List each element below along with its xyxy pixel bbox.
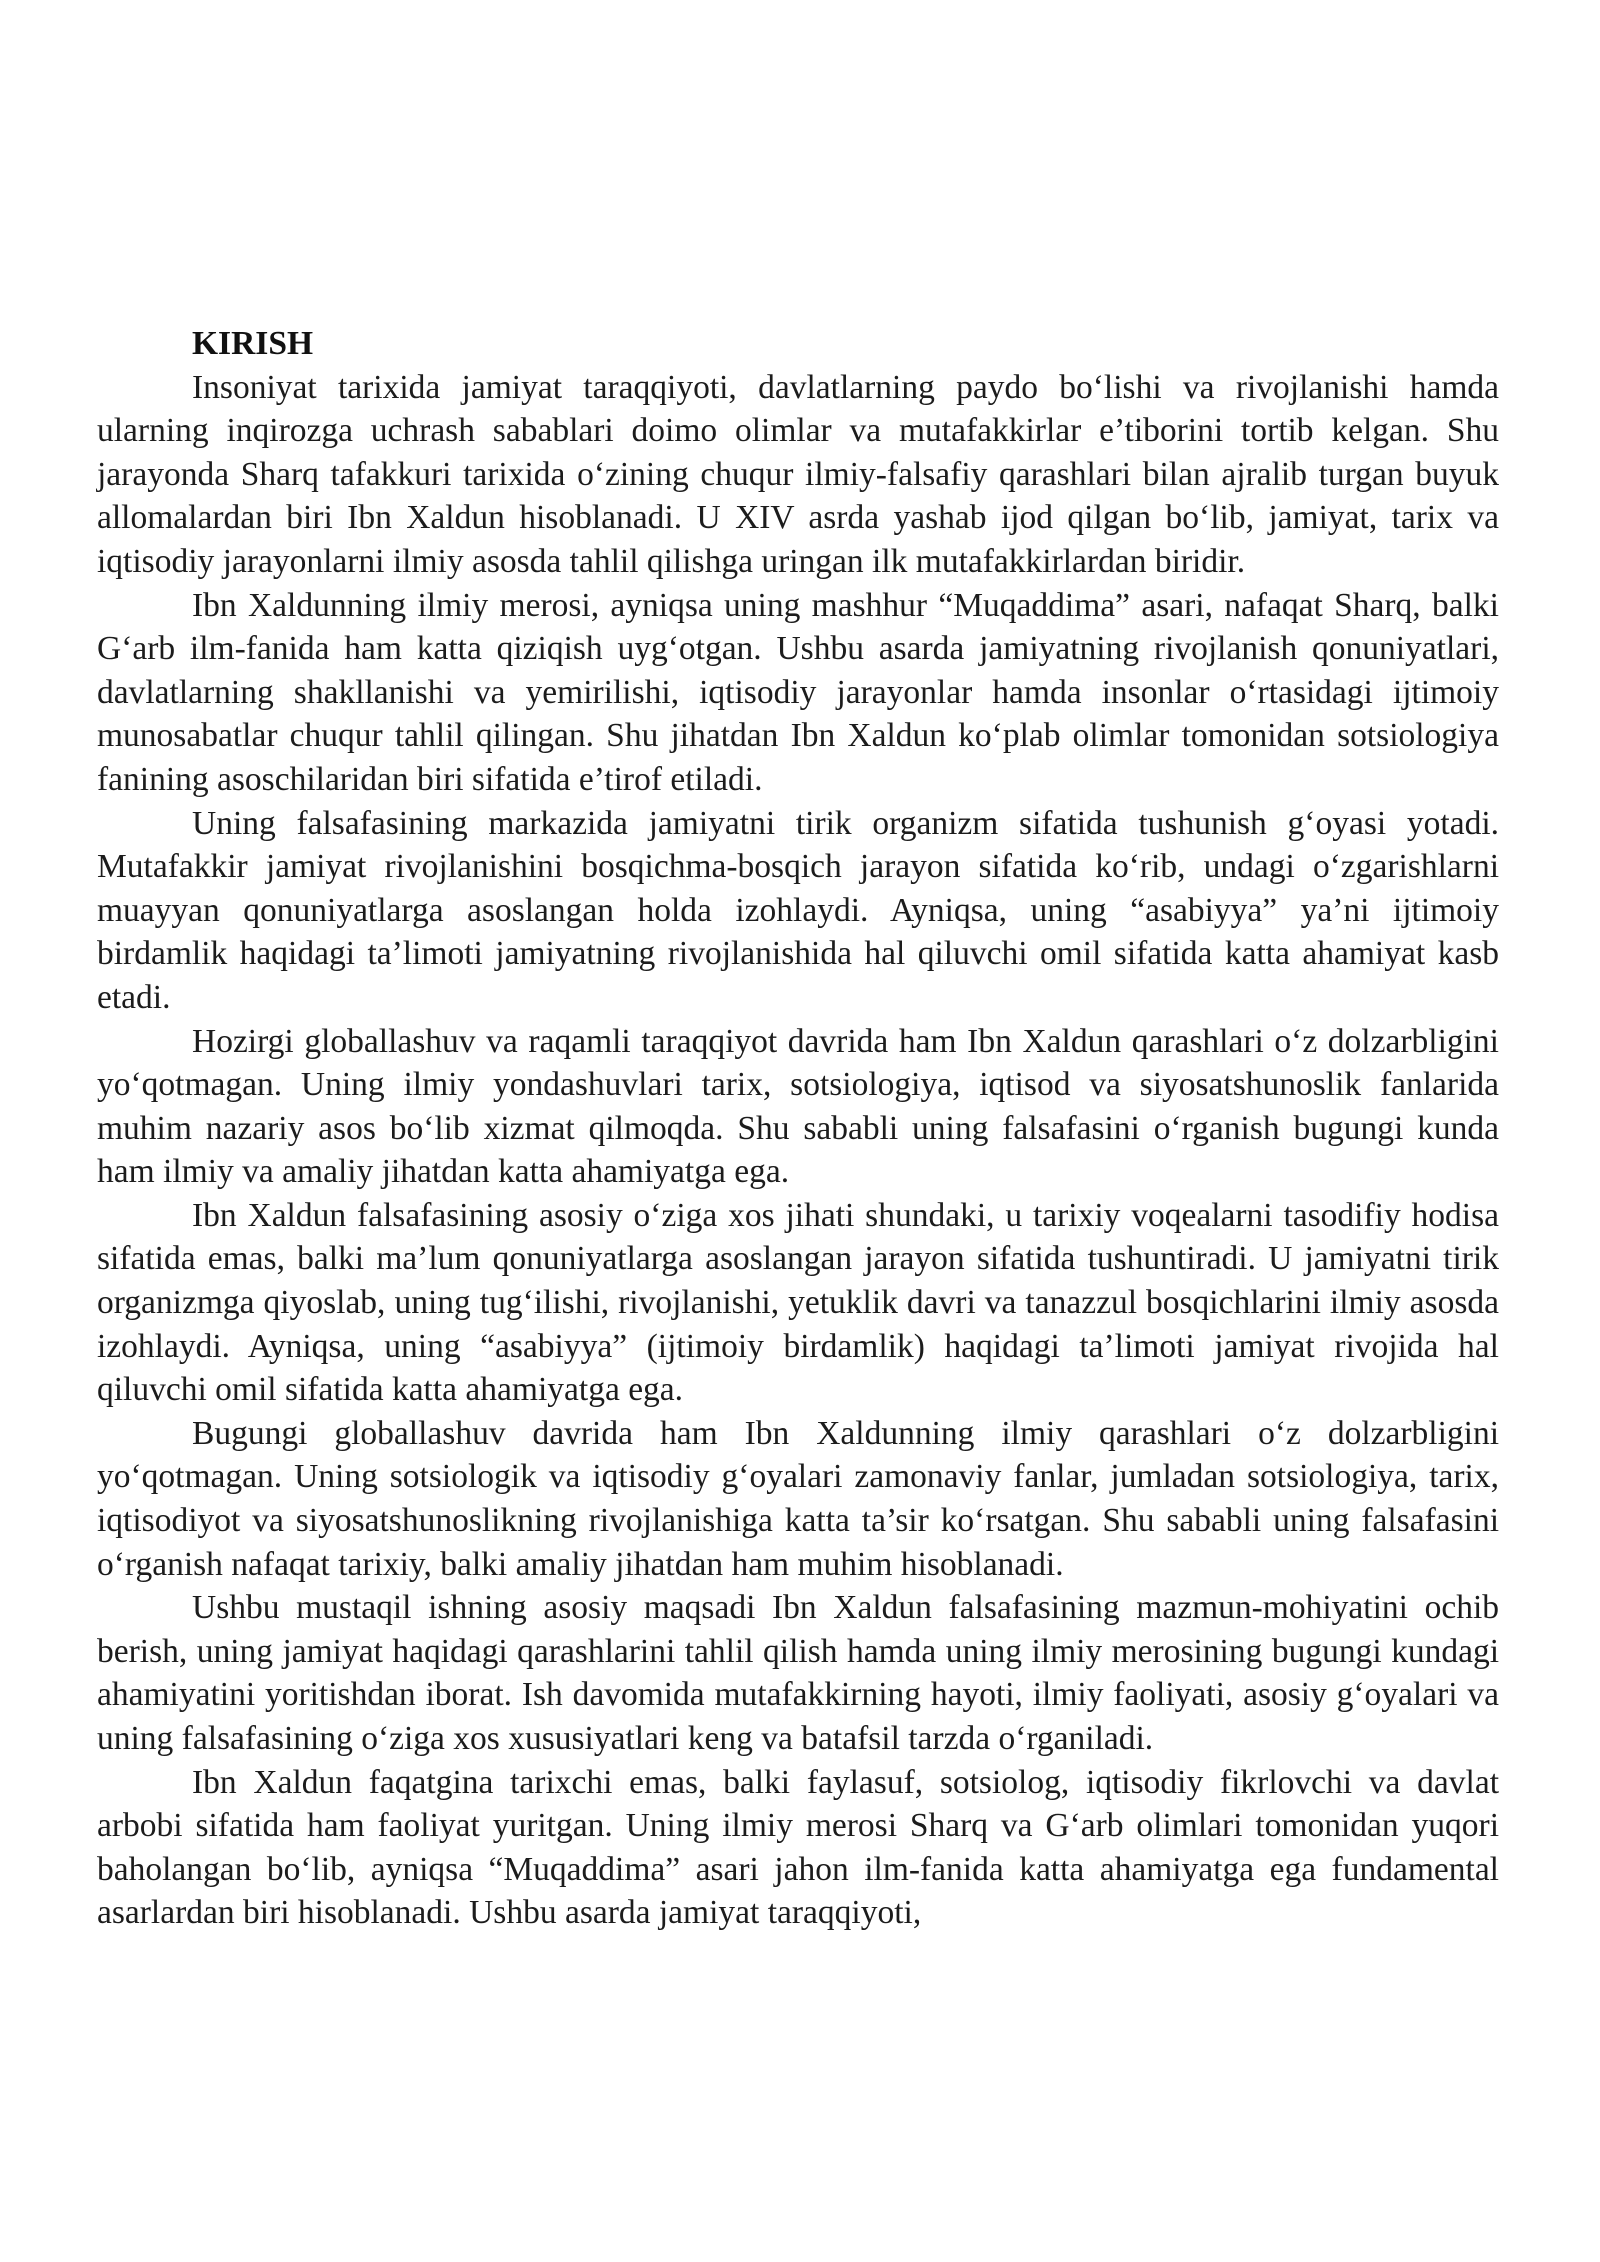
section-heading: KIRISH	[192, 325, 314, 362]
paragraph-2: Ibn Xaldunning ilmiy merosi, ayniqsa uning mashhur “Muqaddima” asari, nafaqat Sharq, balki G‘arb ilm-fanida ham katta qiziqish uyg‘otgan. Ushbu asarda jamiyatning rivojlanish qonuniyatlari, davlatlarning shakllanishi va yemirilishi, iqtisodiy jarayonlar hamda insonlar o‘rtasidagi ijtimoiy munosabatlar chuqur tahlil qilingan. Shu jihatdan Ibn Xaldun ko‘plab olimlar tomonidan sotsiologiya fanining asoschilaridan biri sifatida e’tirof etiladi.	[97, 586, 1499, 798]
paragraph-3: Uning falsafasining markazida jamiyatni tirik organizm sifatida tushunish g‘oyasi yotadi. Mutafakkir jamiyat rivojlanishini bosqichma-bosqich jarayon sifatida ko‘rib, undagi o‘zgarishlarni muayyan qonuniyatlarga asoslangan holda izohlaydi. Ayniqsa, uning “asabiyya” ya’ni ijtimoiy birdamlik haqidagi ta’limoti jamiyatning rivojlanishida hal qiluvchi omil sifatida katta ahamiyat kasb etadi.	[97, 804, 1499, 1016]
paragraph-4: Hozirgi globallashuv va raqamli taraqqiyot davrida ham Ibn Xaldun qarashlari o‘z dolzarbligini yo‘qotmagan. Uning ilmiy yondashuvlari tarix, sotsiologiya, iqtisod va siyosatshunoslik fanlarida muhim nazariy asos bo‘lib xizmat qilmoqda. Shu sababli uning falsafasini o‘rganish bugungi kunda ham ilmiy va amaliy jihatdan katta ahamiyatga ega.	[97, 1022, 1499, 1191]
paragraph-7: Ushbu mustaqil ishning asosiy maqsadi Ibn Xaldun falsafasining mazmun-mohiyatini ochib berish, uning jamiyat haqidagi qarashlarini tahlil qilish hamda uning ilmiy merosining bugungi kundagi ahamiyatini yoritishdan iborat. Ish davomida mutafakkirning hayoti, ilmiy faoliyati, asosiy g‘oyalari va uning falsafasining o‘ziga xos xususiyatlari keng va batafsil tarzda o‘rganiladi.	[97, 1589, 1499, 1757]
paragraph-8: Ibn Xaldun faqatgina tarixchi emas, balki faylasuf, sotsiolog, iqtisodiy fikrlovchi va davlat arbobi sifatida ham faoliyat yuritgan. Uning ilmiy merosi Sharq va G‘arb olimlari tomonidan yuqori baholangan bo‘lib, ayniqsa “Muqaddima” asari jahon ilm-fanida katta ahamiyatga ega fundamental asarlardan biri hisoblanadi. Ushbu asarda jamiyat taraqqiyoti,	[97, 1763, 1499, 1932]
document-page	[97, 322, 1499, 1935]
paragraph-5: Ibn Xaldun falsafasining asosiy o‘ziga xos jihati shundaki, u tarixiy voqealarni tasodifiy hodisa sifatida emas, balki ma’lum qonuniyatlarga asoslangan jarayon sifatida tushuntiradi. U jamiyatni tirik organizmga qiyoslab, uning tug‘ilishi, rivojlanishi, yetuklik davri va tanazzul bosqichlarini ilmiy asosda izohlaydi. Ayniqsa, uning “asabiyya” (ijtimoiy birdamlik) haqidagi ta’limoti jamiyat rivojida hal qiluvchi omil sifatida katta ahamiyatga ega.	[97, 1196, 1499, 1409]
paragraph-1: Insoniyat tarixida jamiyat taraqqiyoti, davlatlarning paydo bo‘lishi va rivojlanishi hamda ularning inqirozga uchrash sabablari doimo olimlar va mutafakkirlar e’tiborini tortib kelgan. Shu jarayonda Sharq tafakkuri tarixida o‘zining chuqur ilmiy-falsafiy qarashlari bilan ajralib turgan buyuk allomalardan biri Ibn Xaldun hisoblanadi. U XIV asrda yashab ijod qilgan bo‘lib, jamiyat, tarix va iqtisodiy jarayonlarni ilmiy asosda tahlil qilishga uringan ilk mutafakkirlardan biridir.	[97, 368, 1499, 580]
paragraph-6: Bugungi globallashuv davrida ham Ibn Xaldunning ilmiy qarashlari o‘z dolzarbligini yo‘qotmagan. Uning sotsiologik va iqtisodiy g‘oyalari zamonaviy fanlar, jumladan sotsiologiya, tarix, iqtisodiyot va siyosatshunoslikning rivojlanishiga katta ta’sir ko‘rsatgan. Shu sababli uning falsafasini o‘rganish nafaqat tarixiy, balki amaliy jihatdan ham muhim hisoblanadi.	[97, 1414, 1499, 1583]
